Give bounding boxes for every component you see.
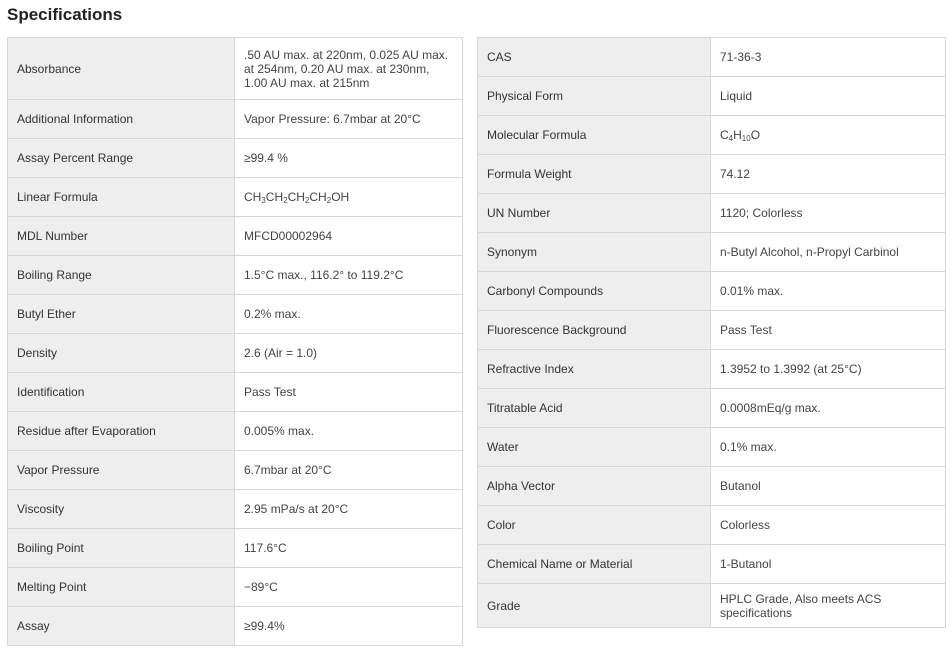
spec-value: .50 AU max. at 220nm, 0.025 AU max. at 254nm, 0.20 AU max. at 230nm, 1.00 AU max. at 215nm (235, 38, 463, 100)
spec-value: 6.7mbar at 20°C (235, 451, 463, 490)
table-row (478, 545, 946, 584)
spec-value: Pass Test (711, 311, 946, 350)
spec-label: Formula Weight (478, 155, 711, 194)
spec-label: Additional Information (8, 100, 235, 139)
spec-value: 0.2% max. (235, 295, 463, 334)
table-row (478, 38, 946, 77)
table-row (478, 506, 946, 545)
spec-label: Titratable Acid (478, 389, 711, 428)
table-row (478, 350, 946, 389)
spec-label: Grade (478, 584, 711, 628)
linear-formula: $CH_3CH_2CH_2CH_2OH$ (244, 190, 350, 205)
spec-value: 71-36-3 (711, 38, 946, 77)
spec-value: Vapor Pressure: 6.7mbar at 20°C (235, 100, 463, 139)
table-row (478, 272, 946, 311)
table-row (478, 311, 946, 350)
spec-label: Carbonyl Compounds (478, 272, 711, 311)
table-row (478, 116, 946, 155)
table-row (8, 334, 463, 373)
spec-label: Boiling Range (8, 256, 235, 295)
table-row (478, 233, 946, 272)
table-row (8, 529, 463, 568)
spec-label: Chemical Name or Material (478, 545, 711, 584)
spec-label: Vapor Pressure (8, 451, 235, 490)
table-row (478, 77, 946, 116)
spec-label: Identification (8, 373, 235, 412)
table-row (8, 412, 463, 451)
spec-label: Density (8, 334, 235, 373)
table-row (8, 100, 463, 139)
spec-label: Linear Formula (8, 178, 235, 217)
table-row (478, 155, 946, 194)
spec-value (235, 178, 463, 217)
table-row (478, 428, 946, 467)
spec-value: Butanol (711, 467, 946, 506)
spec-label: Viscosity (8, 490, 235, 529)
table-row (8, 607, 463, 646)
spec-label: CAS (478, 38, 711, 77)
spec-label: Color (478, 506, 711, 545)
spec-value: n-Butyl Alcohol, n-Propyl Carbinol (711, 233, 946, 272)
spec-label: Physical Form (478, 77, 711, 116)
spec-label: Molecular Formula (478, 116, 711, 155)
spec-label: Boiling Point (8, 529, 235, 568)
page-title: Specifications (7, 5, 123, 24)
spec-value: 1-Butanol (711, 545, 946, 584)
table-row (478, 389, 946, 428)
table-row (8, 295, 463, 334)
table-row (478, 467, 946, 506)
table-row (8, 490, 463, 529)
spec-value: Pass Test (235, 373, 463, 412)
spec-value (711, 116, 946, 155)
spec-value: 1120; Colorless (711, 194, 946, 233)
table-row (8, 451, 463, 490)
spec-value: ≥99.4 % (235, 139, 463, 178)
table-row (478, 194, 946, 233)
spec-label: Alpha Vector (478, 467, 711, 506)
table-row (8, 256, 463, 295)
spec-value: Colorless (711, 506, 946, 545)
spec-label: Melting Point (8, 568, 235, 607)
spec-value: Liquid (711, 77, 946, 116)
spec-value: −89°C (235, 568, 463, 607)
specifications-table-left (7, 37, 463, 646)
table-row (478, 584, 946, 628)
spec-value: ≥99.4% (235, 607, 463, 646)
spec-value: 0.1% max. (711, 428, 946, 467)
specifications-table-right (477, 37, 946, 628)
spec-label: UN Number (478, 194, 711, 233)
spec-value: MFCD00002964 (235, 217, 463, 256)
spec-value: 0.005% max. (235, 412, 463, 451)
spec-label: Assay Percent Range (8, 139, 235, 178)
spec-value: 0.01% max. (711, 272, 946, 311)
table-row (8, 568, 463, 607)
table-row (8, 139, 463, 178)
spec-label: Refractive Index (478, 350, 711, 389)
spec-value: 0.0008mEq/g max. (711, 389, 946, 428)
spec-value: 74.12 (711, 155, 946, 194)
spec-label: Butyl Ether (8, 295, 235, 334)
spec-label: Absorbance (8, 38, 235, 100)
spec-value: 1.3952 to 1.3992 (at 25°C) (711, 350, 946, 389)
spec-label: Fluorescence Background (478, 311, 711, 350)
spec-value: 1.5°C max., 116.2° to 119.2°C (235, 256, 463, 295)
spec-value: 117.6°C (235, 529, 463, 568)
spec-label: Synonym (478, 233, 711, 272)
table-row (8, 373, 463, 412)
table-row (8, 38, 463, 100)
spec-value: 2.6 (Air = 1.0) (235, 334, 463, 373)
spec-label: Water (478, 428, 711, 467)
spec-label: Residue after Evaporation (8, 412, 235, 451)
molecular-formula: $C_4H_{10}O$ (720, 128, 761, 143)
table-row (8, 178, 463, 217)
spec-label: Assay (8, 607, 235, 646)
spec-value: HPLC Grade, Also meets ACS specifications (711, 584, 946, 628)
spec-value: 2.95 mPa/s at 20°C (235, 490, 463, 529)
table-row (8, 217, 463, 256)
spec-label: MDL Number (8, 217, 235, 256)
